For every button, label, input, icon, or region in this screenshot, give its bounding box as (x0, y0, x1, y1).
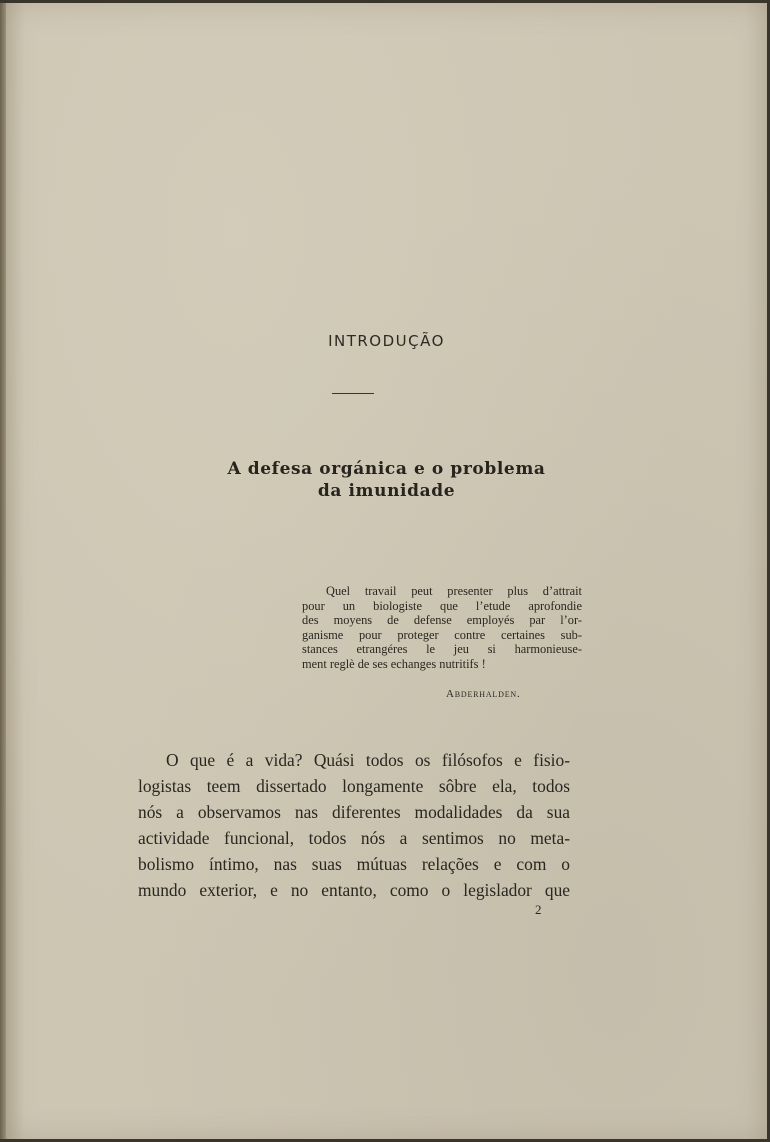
epigraph-line: ment reglè de ses echanges nutritifs ! (302, 656, 486, 671)
chapter-title-line-1: A defesa orgánica e o problema (227, 459, 546, 479)
chapter-title (6, 458, 767, 502)
body-line: nós a observamos nas diferentes modalidades da sua (138, 802, 570, 822)
body-line: bolismo íntimo, nas suas mútuas relações e com o (138, 854, 570, 874)
epigraph-line: stances etrangéres le jeu si harmonieuse- (302, 642, 582, 657)
book-page (6, 3, 767, 1139)
epigraph-author: Abderhalden. (446, 688, 521, 700)
body-paragraph (138, 747, 570, 903)
epigraph-line: Quel travail peut presenter plus d’attrait (326, 584, 582, 598)
body-line: logistas teem dissertado longamente sôbre ela, todos (138, 776, 570, 796)
page-number: 2 (535, 902, 542, 917)
epigraph-line: des moyens de defense employés par l’or- (302, 613, 582, 628)
body-line: mundo exterior, e no entanto, como o legislador que (138, 880, 570, 900)
epigraph-quote (302, 584, 582, 672)
body-line: actividade funcional, todos nós a sentimos no meta- (138, 828, 570, 848)
epigraph-line: pour un biologiste que l’etude aprofondie (302, 598, 582, 613)
body-line: O que é a vida? Quási todos os filósofos e fisio- (166, 750, 570, 770)
section-heading: INTRODUÇÃO (328, 332, 445, 350)
chapter-title-line-2: da imunidade (317, 481, 456, 501)
epigraph-line: ganisme pour proteger contre certaines sub- (302, 627, 582, 642)
heading-divider (332, 393, 374, 394)
